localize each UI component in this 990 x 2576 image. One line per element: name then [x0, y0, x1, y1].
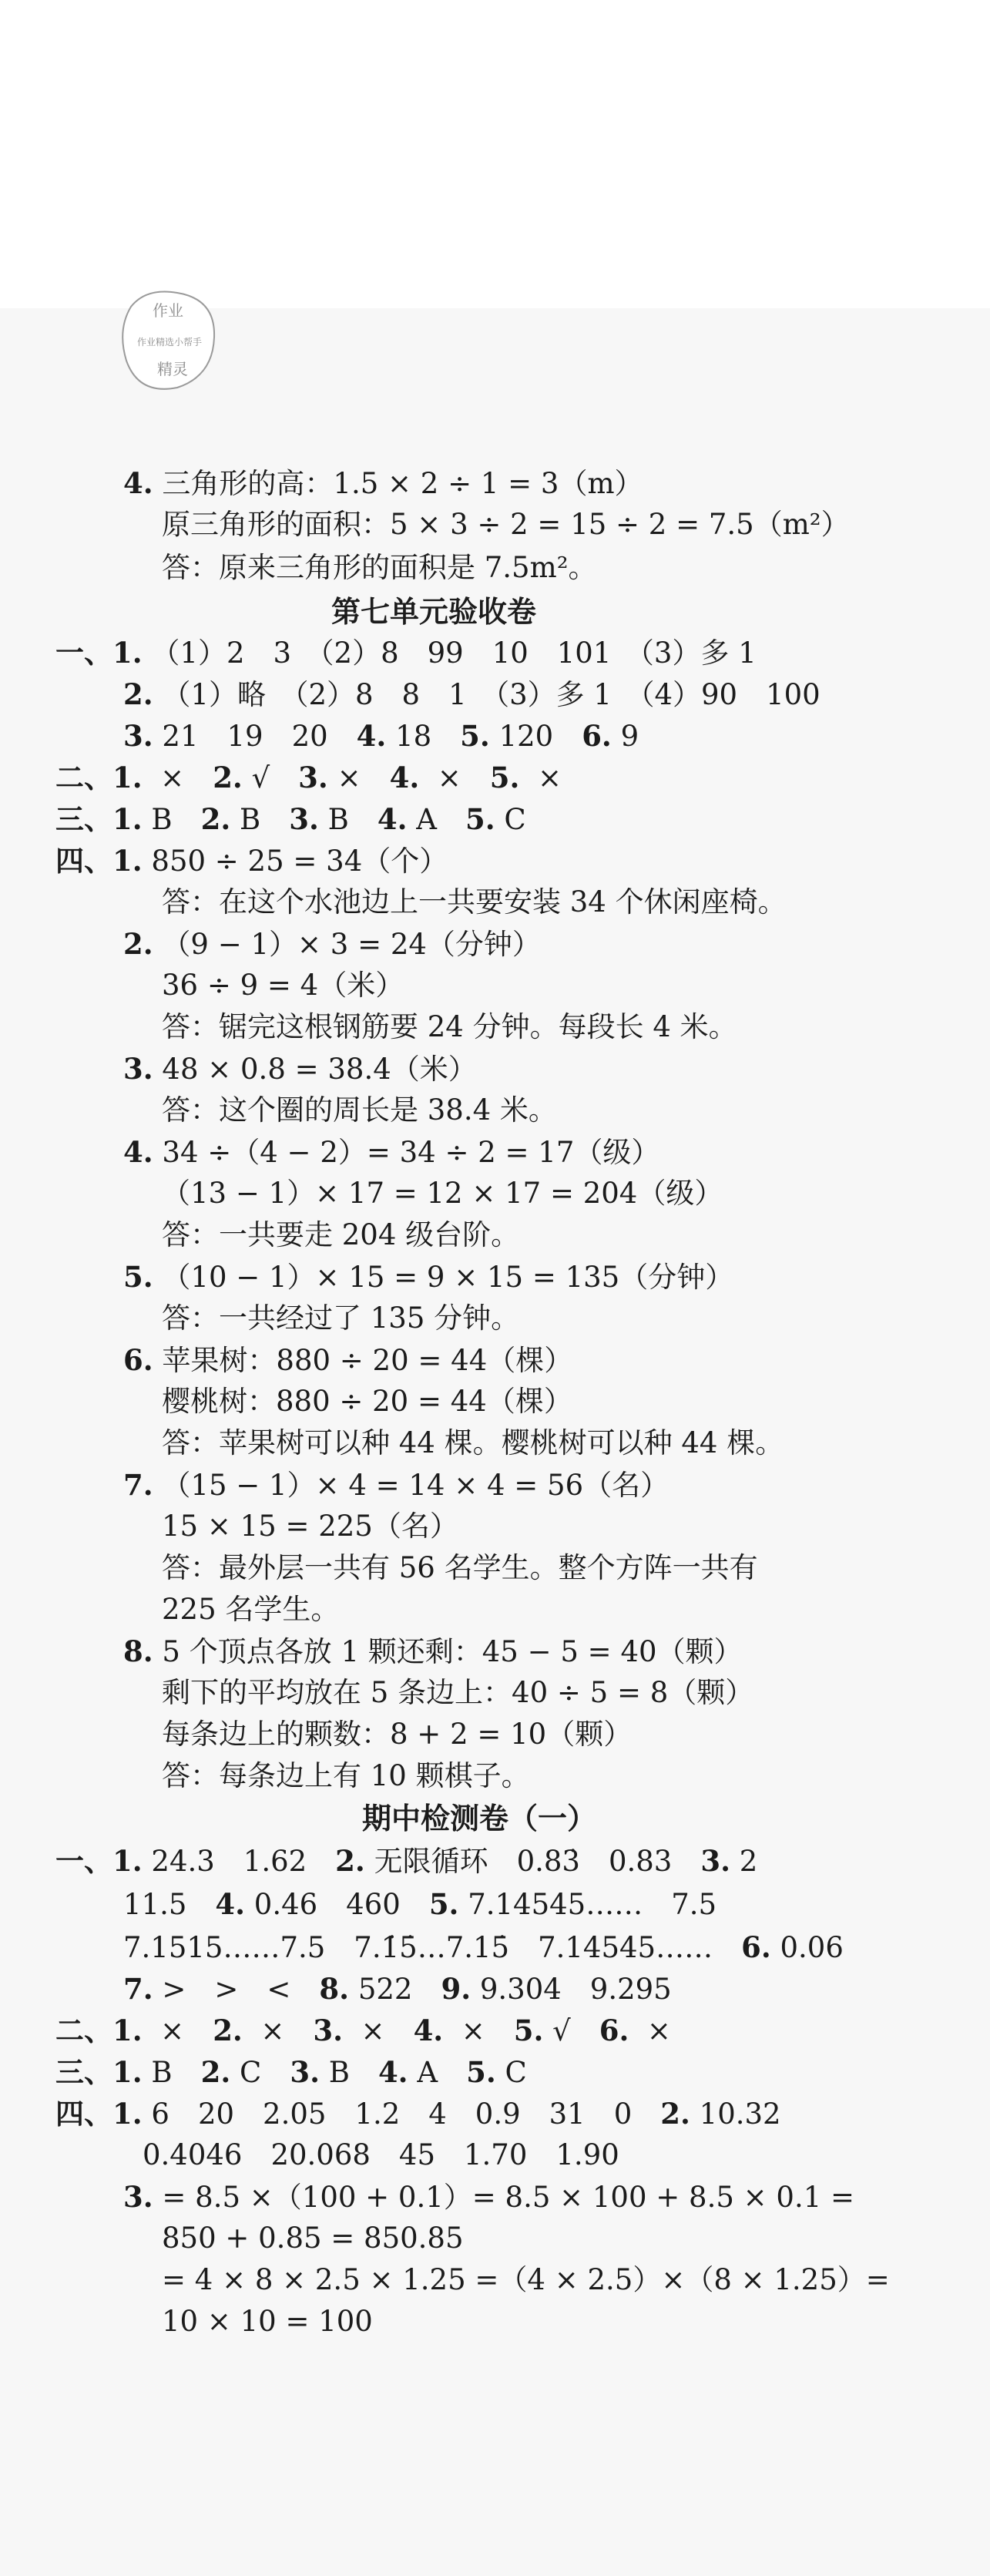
- question-number: 1.: [112, 2055, 143, 2089]
- question-number: 2.: [200, 802, 231, 836]
- answer-text: 850 ÷ 25 = 34（个）: [151, 845, 448, 878]
- answer-text: 2: [739, 1845, 758, 1878]
- unit7-part4-s4-line1: [123, 1133, 659, 1172]
- unit7-part4-s2-line2: 36 ÷ 9 = 4（米）: [162, 969, 404, 1002]
- question-number: 5.: [123, 1260, 153, 1294]
- answer-mark: ×: [260, 2014, 285, 2047]
- question-number: 1.: [112, 761, 143, 794]
- question-number: 3.: [313, 2013, 344, 2047]
- unit7-part4-s6-line2: 樱桃树：880 ÷ 20 = 44（棵）: [162, 1385, 572, 1418]
- answer-text: 21 19 20: [162, 720, 328, 753]
- answer-choice: B: [240, 803, 261, 836]
- question-number: 5.: [489, 761, 520, 794]
- unit7-part4-s3-line2: 答：这个圈的周长是 38.4 米。: [162, 1093, 557, 1127]
- question-number: 1.: [112, 636, 143, 670]
- answer-mark: √: [552, 2014, 571, 2047]
- answer-text: 24.3 1.62: [151, 1845, 307, 1878]
- question-number: 2.: [213, 2013, 243, 2047]
- answer-mark: ×: [646, 2014, 671, 2047]
- answer-choice: B: [151, 2056, 173, 2089]
- question-number: 8.: [319, 1972, 350, 2006]
- unit7-part4-s4-line2: （13 − 1）× 17 = 12 × 17 = 204（级）: [162, 1177, 723, 1210]
- question-number: 3.: [123, 719, 153, 753]
- question-number: 4.: [389, 761, 420, 794]
- answer-text: 7.14545…… 7.5: [468, 1888, 717, 1921]
- answer-mark: ×: [160, 761, 185, 794]
- mid-part4-s3-line3: = 4 × 8 × 2.5 × 1.25 =（4 × 2.5）×（8 × 1.25）=: [162, 2263, 890, 2296]
- logo-mid-text: 作业精选小帮手: [136, 337, 203, 348]
- question-number: 5.: [465, 802, 495, 836]
- answer-choice: B: [151, 803, 173, 836]
- answer-text: 18: [395, 720, 432, 753]
- answer-mark: √: [251, 761, 270, 794]
- section-title-unit7: 第七单元验收卷: [331, 594, 537, 629]
- mid-part2-line: [55, 2011, 671, 2050]
- mid-part4-s3-line4: 10 × 10 = 100: [162, 2305, 373, 2338]
- unit7-part4-s8-line2: 剩下的平均放在 5 条边上：40 ÷ 5 = 8（颗）: [162, 1676, 754, 1709]
- part-label: 一、: [55, 1844, 112, 1878]
- part-label: 三、: [55, 802, 112, 836]
- unit7-part4-s2-line1: [123, 925, 541, 964]
- answer-choice: B: [328, 2056, 350, 2089]
- unit7-part4-s1-line1: [55, 841, 448, 881]
- unit7-part2-line: [55, 758, 562, 798]
- unit7-part4-s1-line2: 答：在这个水池边上一共要安装 34 个休闲座椅。: [162, 885, 787, 919]
- unit7-part4-s5-line2: 答：一共经过了 135 分钟。: [162, 1301, 520, 1335]
- unit7-part4-s8-line1: [123, 1632, 743, 1671]
- answer-text: 120: [498, 720, 554, 753]
- answer-text: 5 个顶点各放 1 颗还剩：45 − 5 = 40（颗）: [162, 1635, 743, 1668]
- question-number: 4.: [377, 802, 408, 836]
- part-label: 二、: [55, 761, 112, 794]
- answer-text: 9: [620, 720, 639, 753]
- question-number: 3.: [290, 2055, 320, 2089]
- question-number: 6.: [123, 1343, 153, 1377]
- question-number: 4.: [123, 466, 153, 500]
- prev-q4-line-2: 原三角形的面积：5 × 3 ÷ 2 = 15 ÷ 2 = 7.5（m²）: [162, 508, 850, 541]
- question-number: 5.: [466, 2055, 496, 2089]
- answer-text: （10 − 1）× 15 = 9 × 15 = 135（分钟）: [162, 1261, 734, 1294]
- question-number: 1.: [112, 2097, 143, 2131]
- answer-text: 苹果树：880 ÷ 20 = 44（棵）: [162, 1344, 573, 1377]
- question-number: 3.: [123, 2180, 153, 2214]
- mid-part1-line4: [123, 1970, 672, 2009]
- answer-text: （1）略 （2）8 8 1 （3）多 1 （4）90 100: [162, 678, 821, 711]
- answer-choice: C: [240, 2056, 262, 2089]
- unit7-part4-s7-line2: 15 × 15 = 225（名）: [162, 1510, 458, 1543]
- question-number: 5.: [460, 719, 490, 753]
- answer-text: 11.5: [123, 1888, 187, 1921]
- answer-mark: ×: [437, 761, 461, 794]
- unit7-part1-line2: [123, 675, 821, 714]
- question-number: 4.: [123, 1135, 153, 1169]
- answer-choice: A: [416, 803, 437, 836]
- question-number: 1.: [112, 844, 143, 878]
- mid-part4-s3-line2: 850 + 0.85 = 850.85: [162, 2222, 464, 2255]
- answer-text: 6 20 2.05 1.2 4 0.9 31 0: [151, 2097, 633, 2131]
- mid-part3-line: [55, 2053, 527, 2092]
- question-number: 6.: [582, 719, 612, 753]
- answer-choice: C: [504, 803, 526, 836]
- question-number: 2.: [660, 2097, 690, 2131]
- section-title-midterm: 期中检测卷（一）: [362, 1801, 597, 1835]
- answer-choice: B: [327, 803, 349, 836]
- question-number: 2.: [123, 927, 153, 961]
- answer-text: 0.06: [780, 1931, 844, 1964]
- part-label: 一、: [55, 636, 112, 670]
- answer-text: （9 − 1）× 3 = 24（分钟）: [162, 928, 541, 961]
- question-number: 3.: [289, 802, 319, 836]
- question-number: 7.: [123, 1972, 153, 2006]
- question-number: 5.: [513, 2013, 544, 2047]
- logo-bottom-text: 精灵: [157, 360, 188, 378]
- answer-mark: ×: [361, 2014, 385, 2047]
- question-number: 6.: [741, 1930, 771, 1964]
- question-number: 3.: [123, 1052, 153, 1086]
- mid-part1-line3: [123, 1928, 844, 1967]
- part-label: 四、: [55, 844, 112, 878]
- question-number: 2.: [335, 1844, 365, 1878]
- unit7-part1-line3: [123, 717, 639, 756]
- logo-stamp: [116, 284, 223, 399]
- unit7-part4-s8-line3: 每条边上的颗数：8 + 2 = 10（颗）: [162, 1718, 633, 1751]
- unit7-part4-s8-line4: 答：每条边上有 10 颗棋子。: [162, 1759, 530, 1792]
- answer-text: 10.32: [699, 2097, 781, 2131]
- unit7-part4-s5-line1: [123, 1258, 733, 1297]
- unit7-part4-s7-line4: 225 名学生。: [162, 1593, 340, 1626]
- unit7-part4-s4-line3: 答：一共要走 204 级台阶。: [162, 1218, 520, 1251]
- answer-choice: A: [417, 2056, 438, 2089]
- question-number: 1.: [112, 1844, 143, 1878]
- question-number: 2.: [200, 2055, 231, 2089]
- prev-q4-line-1: [123, 464, 643, 503]
- question-number: 9.: [441, 1972, 472, 2006]
- blank-top-area: [0, 0, 990, 308]
- question-number: 4.: [215, 1887, 246, 1921]
- question-number: 4.: [378, 2055, 408, 2089]
- answer-mark: ×: [160, 2014, 185, 2047]
- part-label: 三、: [55, 2055, 112, 2089]
- question-number: 7.: [123, 1468, 153, 1502]
- mid-part4-line2: 0.4046 20.068 45 1.70 1.90: [143, 2138, 619, 2171]
- unit7-part4-s6-line3: 答：苹果树可以种 44 棵。樱桃树可以种 44 棵。: [162, 1426, 784, 1459]
- question-number: 8.: [123, 1634, 153, 1668]
- mid-part4-line1: [55, 2094, 781, 2134]
- unit7-part4-s7-line1: [123, 1466, 669, 1505]
- mid-part4-s3-line1: [123, 2178, 854, 2217]
- answer-text: 34 ÷（4 − 2）= 34 ÷ 2 = 17（级）: [162, 1136, 660, 1169]
- question-number: 6.: [599, 2013, 629, 2047]
- answer-mark: ×: [537, 761, 562, 794]
- part-label: 四、: [55, 2097, 112, 2131]
- question-number: 3.: [298, 761, 328, 794]
- unit7-part4-s3-line1: [123, 1050, 477, 1089]
- question-number: 4.: [356, 719, 387, 753]
- answer-text: 无限循环 0.83̇ 0.83: [374, 1845, 673, 1878]
- unit7-part4-s7-line3: 答：最外层一共有 56 名学生。整个方阵一共有: [162, 1551, 758, 1584]
- answer-text: = 8.5 ×（100 + 0.1）= 8.5 × 100 + 8.5 × 0.1 =: [162, 2181, 855, 2214]
- answer-text: （1）2 3 （2）8 99 10 101 （3）多 1: [151, 636, 757, 670]
- unit7-part3-line: [55, 800, 526, 839]
- answer-text: 9.304 9.295: [479, 1973, 672, 2006]
- unit7-part1-line1: [55, 633, 757, 673]
- question-number: 2.: [213, 761, 243, 794]
- answer-text: 0.46 460: [253, 1888, 401, 1921]
- answer-text: > > <: [162, 1973, 291, 2006]
- answer-text: 三角形的高：1.5 × 2 ÷ 1 = 3（m）: [162, 467, 643, 500]
- answer-text: 48 × 0.8 = 38.4（米）: [162, 1053, 477, 1086]
- part-label: 二、: [55, 2013, 112, 2047]
- prev-q4-line-3: 答：原来三角形的面积是 7.5m²。: [162, 551, 597, 584]
- question-number: 1.: [112, 2013, 143, 2047]
- answer-text: 522: [357, 1973, 413, 2006]
- answer-text: 7.1515……7.5 7.1̇5̇…7.15̇ 7.14545……: [123, 1931, 713, 1964]
- unit7-part4-s6-line1: [123, 1341, 572, 1380]
- question-number: 2.: [123, 677, 153, 711]
- unit7-part4-s2-line3: 答：锯完这根钢筋要 24 分钟。每段长 4 米。: [162, 1010, 737, 1043]
- question-number: 4.: [413, 2013, 444, 2047]
- question-number: 1.: [112, 802, 143, 836]
- mid-part1-line2: [123, 1885, 716, 1924]
- answer-text: （15 − 1）× 4 = 14 × 4 = 56（名）: [162, 1469, 670, 1502]
- question-number: 5.: [428, 1887, 459, 1921]
- mid-part1-line1: [55, 1842, 757, 1881]
- answer-mark: ×: [337, 761, 361, 794]
- answer-choice: C: [505, 2056, 527, 2089]
- question-number: 3.: [700, 1844, 730, 1878]
- answer-mark: ×: [461, 2014, 485, 2047]
- logo-top-text: 作业: [153, 301, 183, 320]
